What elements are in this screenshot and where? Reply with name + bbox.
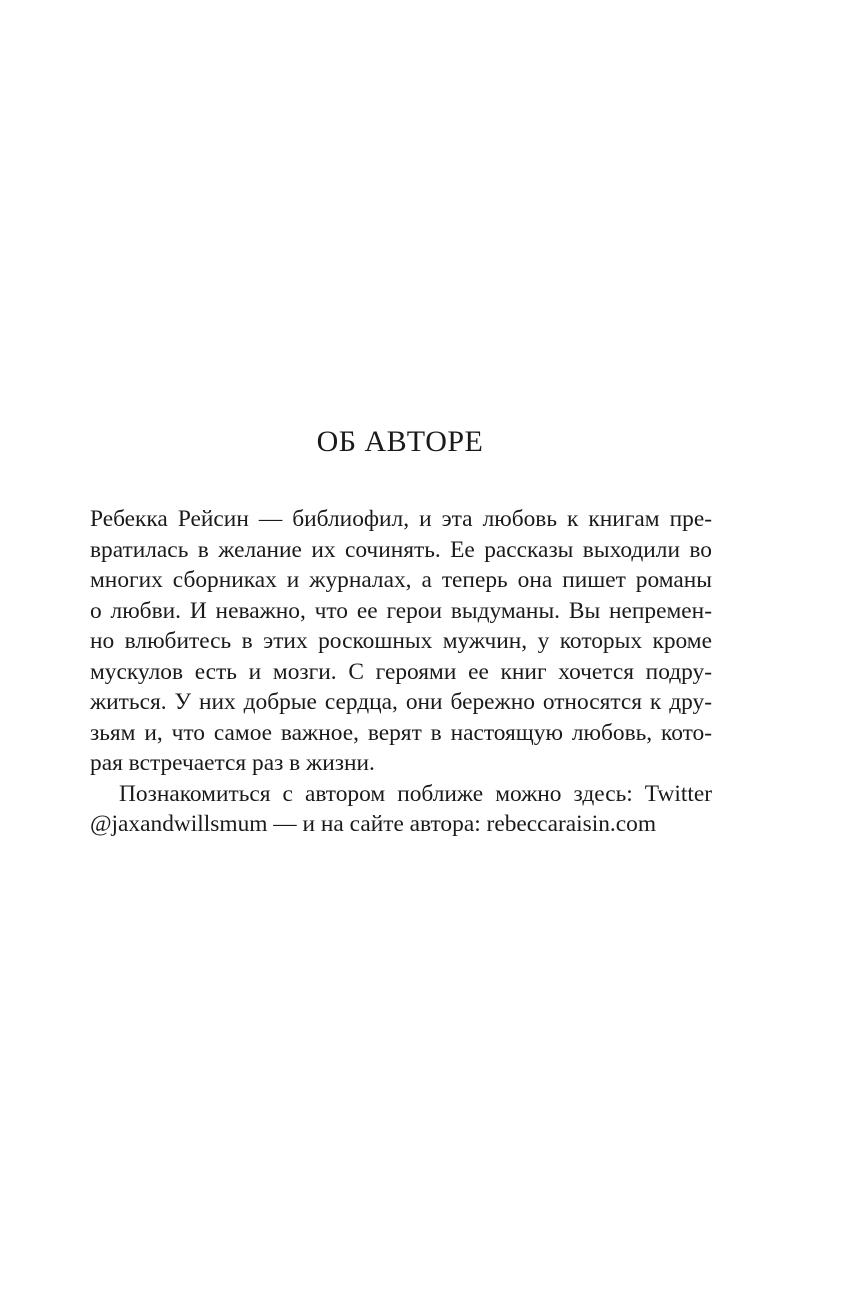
text-line: многих сборниках и журналах, а теперь она пишет романы [90,567,712,593]
text-line: зьям и, что самое важное, верят в настоящую любовь, кото- [90,719,712,746]
text-line: но влюбитесь в этих роскошных мужчин, у которых кроме [90,628,712,654]
text-line: житься. У них добрые сердца, они бережно относятся к дру- [90,689,712,715]
page-title: ОБ АВТОРЕ [316,425,484,458]
text-line: рая встречается раз в жизни. [90,750,375,776]
text-line: @jaxandwillsmum — и на сайте автора: rebeccaraisin.com [90,811,657,837]
author-bio [90,504,712,840]
text-line: Познакомиться с автором поближе можно здесь: Twitter [119,780,712,807]
text-line: мускулов есть и мозги. С героями ее книг хочется подру- [90,658,712,685]
text-line: Ребекка Рейсин — библиофил, и эта любовь к книгам пре- [90,506,712,532]
text-line: о любви. И неважно, что ее герои выдуманы. Вы непремен- [90,597,712,624]
text-line: вратилась в желание их сочинять. Ее рассказы выходили во [90,536,712,563]
contact-paragraph [90,779,712,840]
bio-paragraph [90,504,712,779]
